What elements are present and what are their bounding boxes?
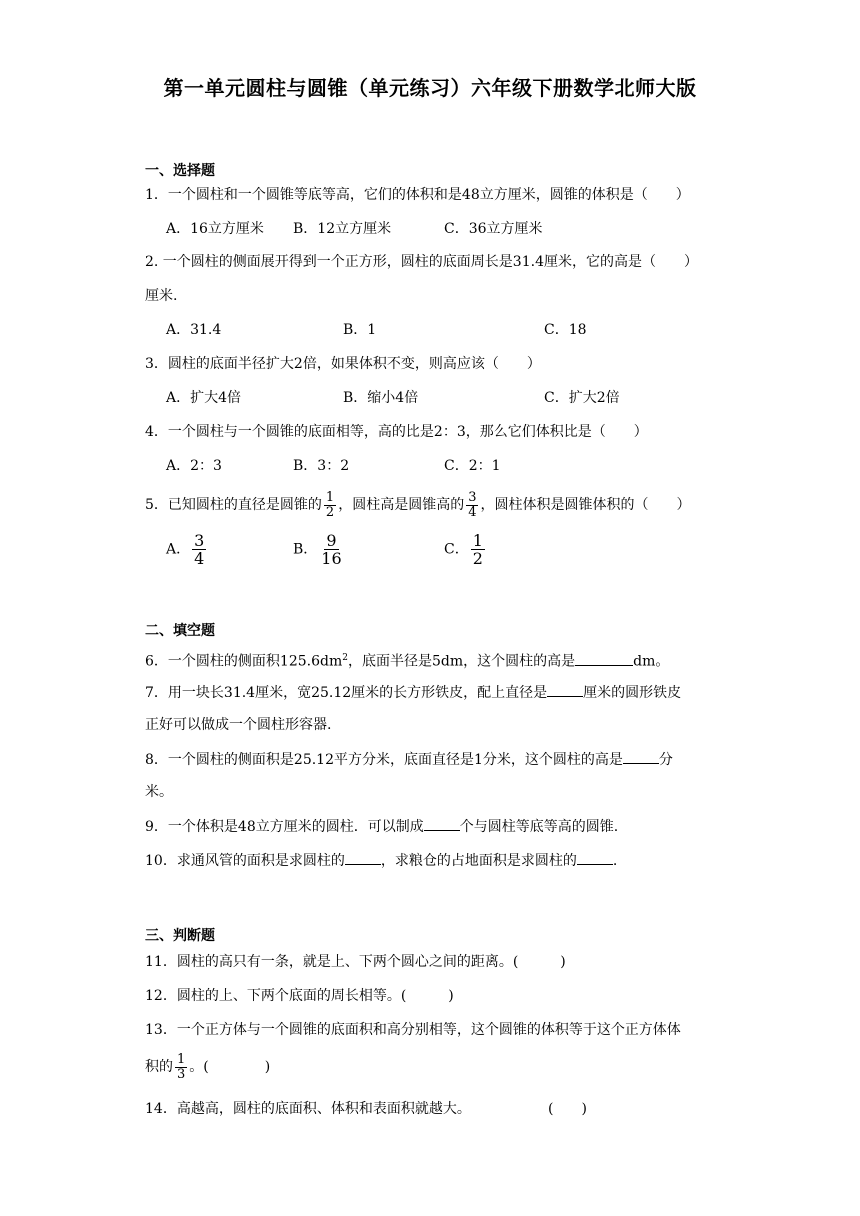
q5-text-2: ，圆柱高是圆锥高的 xyxy=(338,497,465,513)
question-11: 11．圆柱的高只有一条，就是上、下两个圆心之间的距离。( ) xyxy=(145,954,566,970)
question-6 xyxy=(145,648,669,672)
answer-blank[interactable] xyxy=(575,651,633,666)
q13-text-1: 积的 xyxy=(145,1059,173,1075)
q9-text-2: 个与圆柱等底等高的圆锥. xyxy=(459,819,619,835)
fraction-numerator: 9 xyxy=(326,531,337,550)
q4-option-b: B．3：2 xyxy=(293,458,350,474)
option-label: A． xyxy=(166,541,191,558)
q3-option-a: A．扩大4倍 xyxy=(166,390,242,406)
q6-text-1: 6．一个圆柱的侧面积125.6dm xyxy=(145,653,343,670)
question-7-cont: 正好可以做成一个圆柱形容器. xyxy=(145,717,332,733)
q1-option-a: A．16立方厘米 xyxy=(166,221,264,237)
q13-fraction xyxy=(175,1053,187,1082)
section-choice-heading: 一、选择题 xyxy=(145,163,215,179)
question-14: 14．高越高，圆柱的底面积、体积和表面积就越大。 xyxy=(145,1101,471,1117)
q10-text-1: 10．求通风管的面积是求圆柱的 xyxy=(145,853,345,869)
question-4: 4．一个圆柱与一个圆锥的底面相等，高的比是2：3，那么它们体积比是（ ） xyxy=(145,424,648,440)
q3-option-b: B．缩小4倍 xyxy=(343,390,419,406)
question-13-cont xyxy=(145,1050,270,1084)
q5-option-c xyxy=(444,532,487,567)
answer-blank[interactable] xyxy=(345,850,381,865)
question-7 xyxy=(145,682,681,703)
q5-fraction-1 xyxy=(324,491,336,520)
q2-option-a: A．31.4 xyxy=(166,322,222,338)
fraction-denominator: 2 xyxy=(325,504,335,520)
q5-option-b xyxy=(293,532,346,567)
question-2: 2. 一个圆柱的侧面展开得到一个正方形，圆柱的底面周长是31.4厘米，它的高是（ ） xyxy=(145,254,698,270)
question-5 xyxy=(145,490,690,520)
superscript: 2 xyxy=(342,653,348,663)
q5-fraction-2 xyxy=(466,491,478,520)
q5-text-3: ，圆柱体积是圆锥体积的（ ） xyxy=(480,497,691,513)
question-13: 13．一个正方体与一个圆锥的底面积和高分别相等，这个圆锥的体积等于这个正方体体 xyxy=(145,1022,681,1038)
question-12: 12．圆柱的上、下两个底面的周长相等。( ) xyxy=(145,988,454,1004)
page-title: 第一单元圆柱与圆锥（单元练习）六年级下册数学北师大版 xyxy=(163,76,697,100)
q8-text-2: 分 xyxy=(658,752,673,768)
q10-text-2: ，求粮仓的占地面积是求圆柱的 xyxy=(380,853,577,869)
question-8 xyxy=(145,749,673,770)
q2-option-b: B．1 xyxy=(343,322,377,338)
fraction-denominator: 4 xyxy=(194,549,205,568)
answer-blank[interactable] xyxy=(577,850,613,865)
question-9 xyxy=(145,816,618,837)
section-judge-heading: 三、判断题 xyxy=(145,928,215,944)
option-fraction xyxy=(471,532,485,567)
answer-blank[interactable] xyxy=(547,682,583,697)
q5-text-1: 5．已知圆柱的直径是圆锥的 xyxy=(145,497,322,513)
question-2-cont: 厘米. xyxy=(145,288,178,304)
option-fraction xyxy=(319,532,343,567)
fraction-denominator: 16 xyxy=(321,549,342,568)
q8-text-1: 8．一个圆柱的侧面积是25.12平方分米，底面直径是1分米，这个圆柱的高是 xyxy=(145,752,623,768)
q4-option-c: C．2：1 xyxy=(444,458,501,474)
answer-blank[interactable] xyxy=(424,816,460,831)
q9-text-1: 9．一个体积是48立方厘米的圆柱．可以制成 xyxy=(145,819,424,835)
q1-option-c: C．36立方厘米 xyxy=(444,221,543,237)
q3-option-c: C．扩大2倍 xyxy=(544,390,620,406)
fraction-denominator: 3 xyxy=(177,1066,186,1082)
answer-blank[interactable] xyxy=(623,749,659,764)
fraction-numerator: 3 xyxy=(468,489,477,505)
q7-text-2: 厘米的圆形铁皮 xyxy=(583,685,682,701)
fraction-denominator: 4 xyxy=(468,504,477,520)
q10-text-3: . xyxy=(612,853,618,869)
fraction-numerator: 3 xyxy=(194,531,205,550)
q4-option-a: A．2：3 xyxy=(166,458,222,474)
question-14-paren[interactable]: ( ) xyxy=(548,1101,587,1117)
q7-text-1: 7．用一块长31.4厘米，宽25.12厘米的长方形铁皮，配上直径是 xyxy=(145,685,548,701)
option-fraction xyxy=(192,532,206,567)
question-1: 1．一个圆柱和一个圆锥等底等高，它们的体积和是48立方厘米，圆锥的体积是（ ） xyxy=(145,187,690,203)
question-10 xyxy=(145,850,617,871)
q6-text-2: ，底面半径是5dm，这个圆柱的高是 xyxy=(347,653,576,670)
section-fill-heading: 二、填空题 xyxy=(145,623,215,639)
fraction-numerator: 1 xyxy=(325,489,335,505)
option-label: C． xyxy=(444,541,469,558)
q5-option-a xyxy=(166,532,208,567)
q2-option-c: C．18 xyxy=(544,322,587,338)
q13-text-2: 。( ) xyxy=(189,1059,271,1075)
fraction-numerator: 1 xyxy=(177,1051,186,1067)
q6-text-3: dm。 xyxy=(633,653,670,670)
fraction-numerator: 1 xyxy=(472,531,483,550)
q1-option-b: B．12立方厘米 xyxy=(293,221,392,237)
question-3: 3．圆柱的底面半径扩大2倍，如果体积不变，则高应该（ ） xyxy=(145,356,541,372)
fraction-denominator: 2 xyxy=(472,549,483,568)
option-label: B． xyxy=(293,541,318,558)
question-8-cont: 米。 xyxy=(145,784,173,800)
